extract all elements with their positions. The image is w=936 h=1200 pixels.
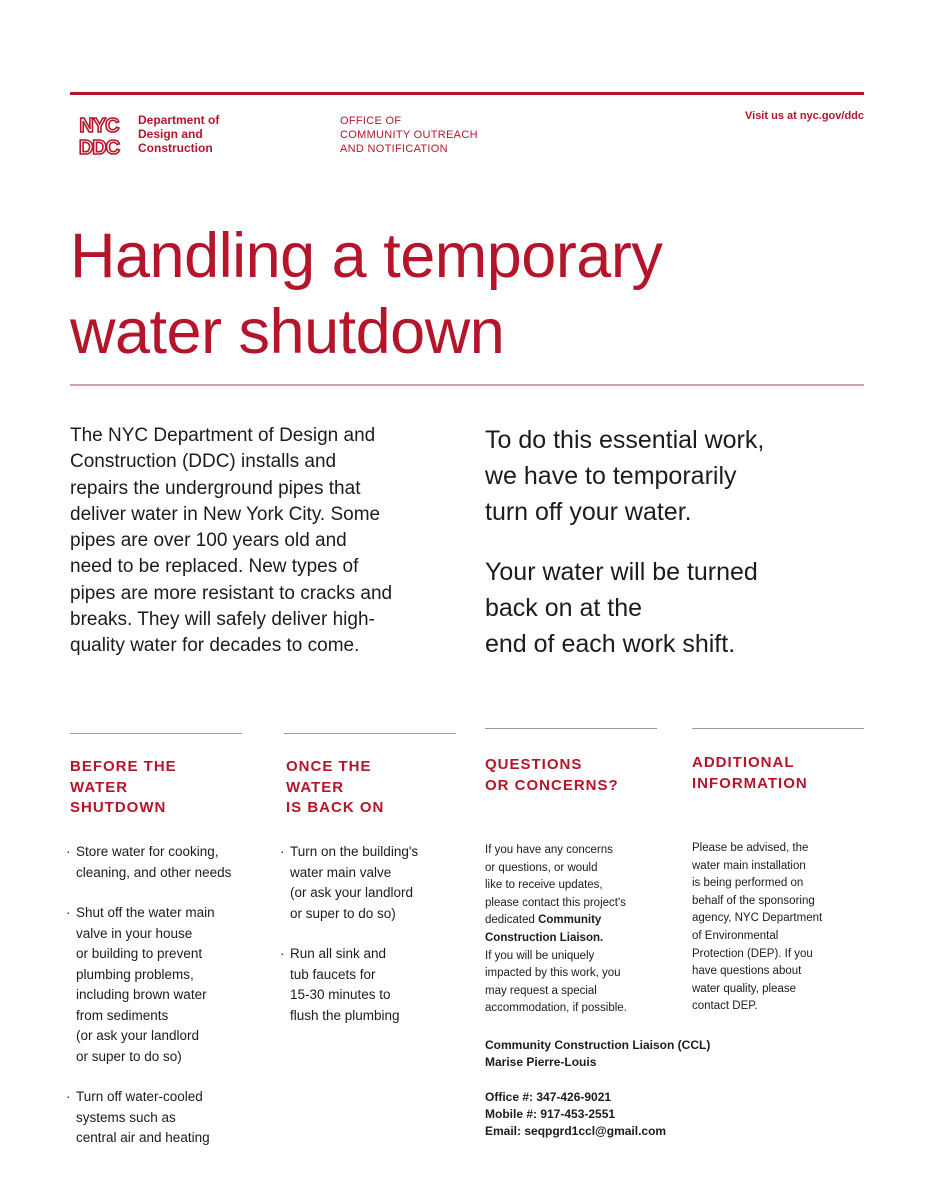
column-title-line: SHUTDOWN [70, 799, 167, 816]
column-rule [284, 733, 456, 734]
list-item: · Store water for cooking, cleaning, and other needs [66, 844, 232, 880]
column-title-line: IS BACK ON [286, 799, 385, 816]
water-back-on-title [286, 757, 384, 819]
dept-line: Department of [138, 113, 220, 127]
text-line: is being performed on [692, 877, 804, 890]
text-line: dedicated Community [485, 914, 602, 927]
intro-line: breaks. They will safely deliver high- [70, 609, 375, 631]
mobile-phone: Mobile #: 917-453-2551 [485, 1106, 616, 1121]
text-line: impacted by this work, you [485, 967, 621, 980]
office-phone: Office #: 347-426-9021 [485, 1089, 612, 1104]
intro-line: need to be replaced. New types of [70, 556, 359, 578]
before-shutdown-list [66, 842, 260, 1169]
office-line: OFFICE OF [340, 115, 402, 127]
logo-text-nyc: NYC [79, 115, 119, 137]
intro-line: pipes are over 100 years old and [70, 530, 347, 552]
text-line: If you will be uniquely [485, 949, 595, 962]
dept-line: Construction [138, 141, 213, 155]
text-line: accommodation, if possible. [485, 1002, 627, 1015]
column-title-line: ADDITIONAL [692, 754, 795, 771]
callout-line: To do this essential work, [485, 426, 765, 454]
text-line: If you have any concerns [485, 844, 613, 856]
title-line: water shutdown [70, 297, 505, 367]
column-title-line: ONCE THE [286, 758, 372, 775]
nyc-ddc-logo [70, 113, 128, 157]
callout-line: end of each work shift. [485, 630, 736, 658]
intro-line: deliver water in New York City. Some [70, 503, 381, 525]
column-rule [70, 733, 242, 734]
list-item: · Turn on the building's water main valve (or ask your landlord or super to do so) [280, 844, 419, 921]
title-divider [70, 384, 864, 386]
department-name [138, 113, 219, 155]
top-rule [70, 92, 864, 95]
office-line: AND NOTIFICATION [340, 143, 448, 155]
column-title-line: WATER [286, 778, 345, 796]
intro-line: quality water for decades to come. [70, 635, 360, 657]
intro-line: pipes are more resistant to cracks and [70, 582, 393, 604]
additional-info-title [692, 753, 808, 794]
callout-line: Your water will be turned [485, 558, 758, 586]
text-line: of Environmental [692, 929, 779, 942]
text-line: contact DEP. [692, 1000, 758, 1013]
intro-line: repairs the underground pipes that [70, 477, 361, 499]
additional-info-text [692, 840, 864, 1016]
text-line: or questions, or would [485, 861, 598, 874]
office-line: COMMUNITY OUTREACH [340, 129, 478, 141]
text-line: like to receive updates, [485, 879, 603, 892]
column-title-line: OR CONCERNS? [485, 776, 619, 794]
text-line: Protection (DEP). If you [692, 947, 813, 960]
title-line: Handling a temporary [70, 221, 663, 291]
text-line: have questions about [692, 965, 802, 978]
ccl-name: Marise Pierre-Louis [485, 1055, 597, 1070]
questions-title [485, 755, 619, 796]
water-back-on-list [280, 842, 464, 1046]
column-title-line: QUESTIONS [485, 756, 583, 773]
text-line: agency, NYC Department [692, 912, 823, 925]
callout-line: back on at the [485, 594, 643, 622]
text-line: water main installation [692, 859, 806, 872]
text-line: behalf of the sponsoring [692, 894, 815, 907]
callout-text [485, 422, 865, 662]
text-line: water quality, please [692, 982, 796, 995]
callout-line: we have to temporarily [485, 462, 737, 490]
email-address: Email: seqpgrd1ccl@gmail.com [485, 1124, 667, 1139]
list-item: · Turn off water-cooled systems such as central air and heating [66, 1089, 210, 1145]
text-line: Please be advised, the [692, 842, 809, 854]
text-line: may request a special [485, 984, 597, 997]
intro-paragraph [70, 423, 450, 660]
callout-line: turn off your water. [485, 498, 692, 526]
ccl-contact [485, 1037, 785, 1140]
text-line: please contact this project's [485, 896, 626, 909]
questions-text [485, 842, 675, 1018]
logo-text-ddc: DDC [78, 137, 120, 157]
column-title-line: WATER [70, 778, 129, 796]
column-rule [692, 728, 864, 729]
list-item: · Run all sink and tub faucets for 15-30 minutes to flush the plumbing [280, 946, 400, 1023]
column-title-line: BEFORE THE [70, 758, 177, 775]
ccl-title: Community Construction Liaison (CCL) [485, 1038, 711, 1052]
text-line: Construction Liaison. [485, 931, 604, 944]
intro-line: The NYC Department of Design and [70, 425, 376, 446]
list-item: · Shut off the water main valve in your house or building to prevent plumbing problems, including brown water from sediments (or ask your landlord or super to do so) [66, 905, 215, 1064]
visit-website-text: Visit us at nyc.gov/ddc [745, 110, 864, 122]
column-title-line: INFORMATION [692, 774, 808, 792]
before-shutdown-title [70, 757, 177, 819]
page-title [70, 218, 870, 370]
intro-line: Construction (DDC) installs and [70, 451, 337, 473]
dept-line: Design and [138, 127, 203, 141]
office-name [340, 114, 478, 156]
column-rule [485, 728, 657, 729]
